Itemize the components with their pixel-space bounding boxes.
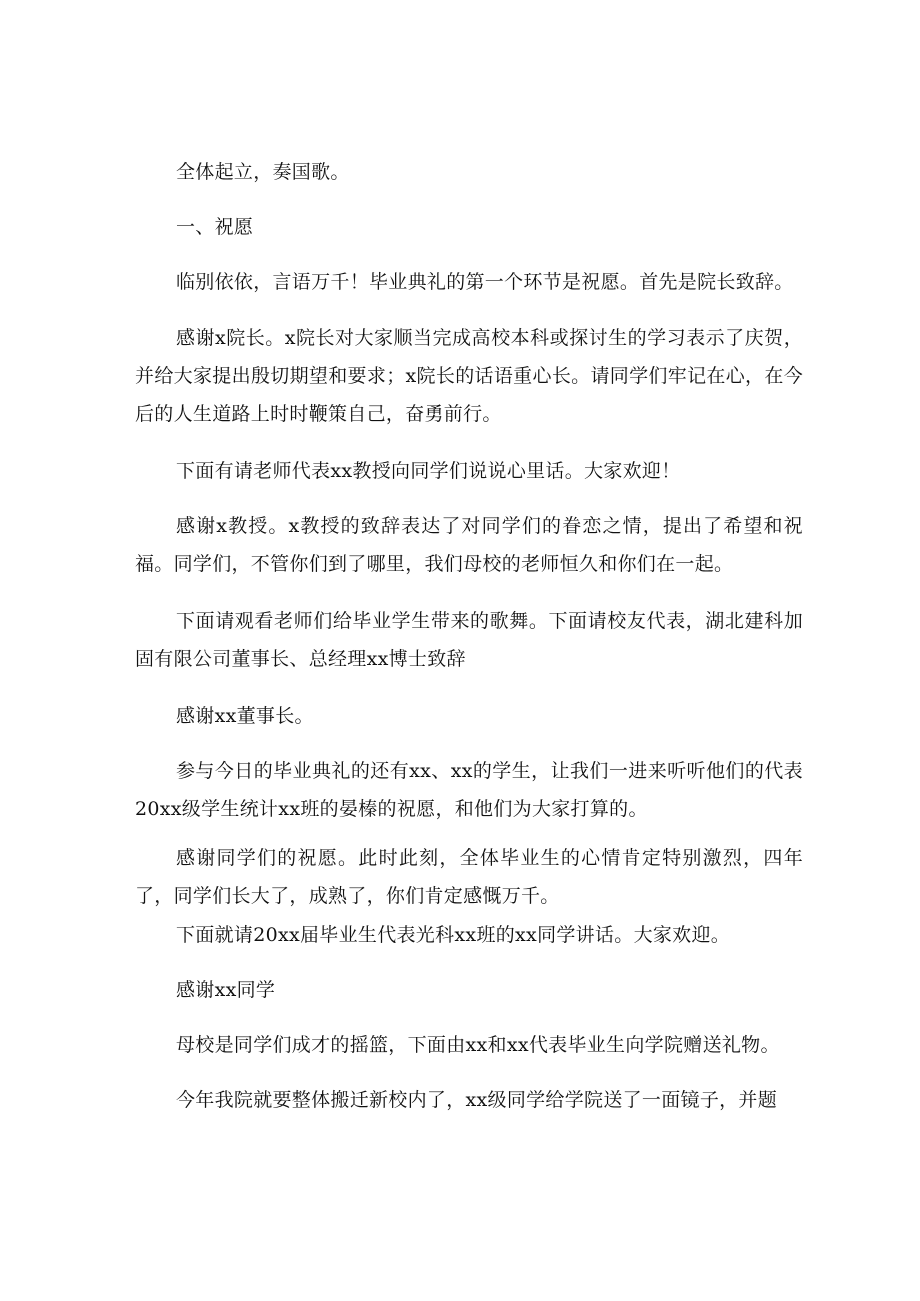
paragraph-thanks-professor: 感谢x教授。x教授的致辞表达了对同学们的眷恋之情，提出了希望和祝福。同学们，不管你们到了哪里，我们母校的老师恒久和你们在一起。 bbox=[135, 515, 803, 575]
paragraph-relocation: 今年我院就要整体搬迁新校内了，xx级同学给学院送了一面镜子，并题 bbox=[176, 1089, 778, 1111]
paragraph-thanks-classmate: 感谢xx同学 bbox=[176, 979, 276, 1001]
paragraph-students: 参与今日的毕业典礼的还有xx、xx的学生，让我们一进来听听他们的代表20xx级学生统计xx班的晏榛的祝愿，和他们为大家打算的。 bbox=[135, 760, 803, 820]
paragraph-performance: 下面请观看老师们给毕业学生带来的歌舞。下面请校友代表，湖北建科加固有限公司董事长、总经理xx博士致辞 bbox=[135, 610, 803, 670]
paragraph-farewell: 临别依依，言语万千！毕业典礼的第一个环节是祝愿。首先是院长致辞。 bbox=[176, 271, 794, 293]
paragraph-gift: 母校是同学们成才的摇篮，下面由xx和xx代表毕业生向学院赠送礼物。 bbox=[176, 1034, 780, 1056]
paragraph-graduate-speech: 下面就请20xx届毕业生代表光科xx班的xx同学讲话。大家欢迎。 bbox=[176, 924, 731, 946]
paragraph-thanks-chairman: 感谢xx董事长。 bbox=[176, 705, 314, 727]
paragraph-teacher-invite: 下面有请老师代表xx教授向同学们说说心里话。大家欢迎！ bbox=[176, 460, 681, 482]
paragraph-thanks-dean: 感谢x院长。x院长对大家顺当完成高校本科或探讨生的学习表示了庆贺，并给大家提出殷切期望和要求；x院长的话语重心长。请同学们牢记在心，在今后的人生道路上时时鞭策自己，奋勇前行。 bbox=[135, 327, 803, 425]
paragraph-thanks-students: 感谢同学们的祝愿。此时此刻，全体毕业生的心情肯定特别激烈，四年了，同学们长大了，成熟了，你们肯定感慨万千。 bbox=[135, 847, 803, 907]
paragraph-anthem: 全体起立，奏国歌。 bbox=[176, 161, 350, 183]
section-heading-blessing: 一、祝愿 bbox=[176, 216, 254, 238]
